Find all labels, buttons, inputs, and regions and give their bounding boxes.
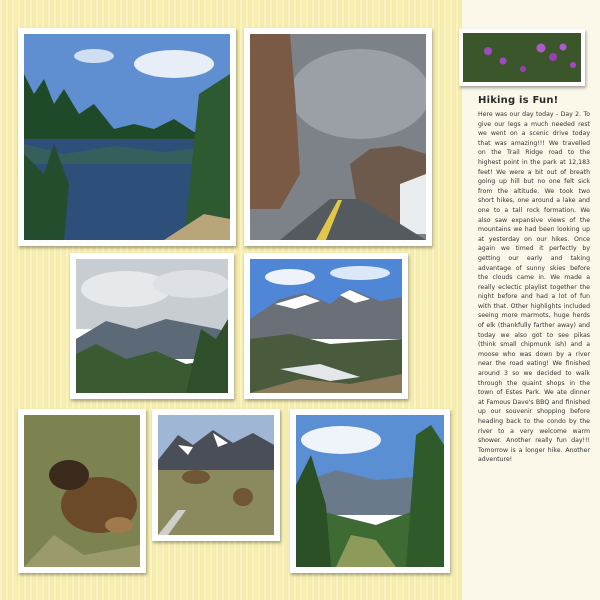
- journal-title: Hiking is Fun!: [478, 95, 559, 106]
- photo-cloudy-valley-image: [76, 259, 228, 393]
- photo-mountain-lake-image: [24, 34, 230, 240]
- photo-forest-valley-image: [296, 415, 444, 567]
- photo-rock-road-image: [250, 34, 426, 240]
- photo-mountain-lake: [18, 28, 236, 246]
- photo-marmot: [18, 409, 146, 573]
- photo-wildflowers-image: [463, 33, 581, 82]
- photo-forest-valley: [290, 409, 450, 573]
- photo-snowy-mountains: [244, 253, 408, 399]
- photo-elk-image: [158, 415, 274, 535]
- photo-cloudy-valley: [70, 253, 234, 399]
- photo-rock-road: [244, 28, 432, 246]
- photo-wildflowers: [459, 29, 585, 86]
- journal-body: Here was our day today - Day 2. To give our legs a much needed rest we went on a scenic drive today that was amazing!!! We travelled on the Trail Ridge road to the highest point in the park at 12,183 feet! We were a bit out of breath going up hill but no one felt sick from the altitude. We took two short hikes, one around a lake and one to a tall rock formation. We also saw expansive views of the mountains we had been looking up at yesterday on our hikes. Once again we timed it perfectly by getting our early and taking advantage of sunny skies before the clouds came in. We made a really eclectic playlist together the night before and had a lot of fun with that. Other highlights included seeing more marmots, huge herds of elk (thankfully farther away) and today we also got to see pikas (think small chipmunk ish) and a moose who was down by a river near the road eating! We finished around 3 so we decided to walk through the quaint shops in the town of Estes Park. We ate dinner at Famous Dave's BBQ and finished up our souvenir shopping before heading back to the condo by the river to a very welcome warm shower. Another really fun day!!! Tomorrow is a longer hike. Another adventure!: [478, 111, 590, 464]
- photo-snowy-mountains-image: [250, 259, 402, 393]
- journal-entry: [478, 95, 590, 465]
- photo-marmot-image: [24, 415, 140, 567]
- photo-elk: [152, 409, 280, 541]
